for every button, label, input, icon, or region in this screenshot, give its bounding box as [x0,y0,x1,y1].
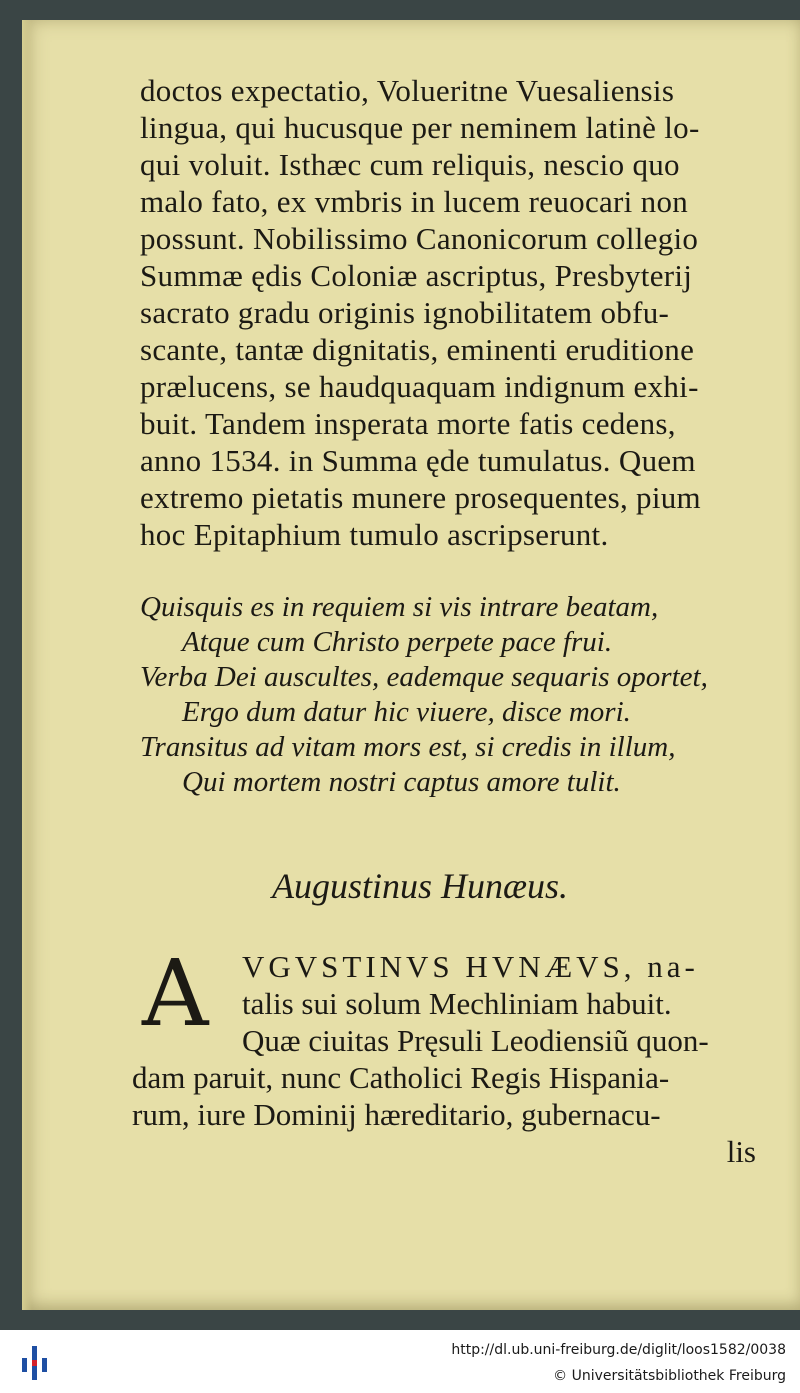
body-line: sacrato gradu originis ignobilitatem obfu- [140,295,670,330]
drop-capital: A [142,940,209,1047]
body-line: extremo pietatis munere prosequentes, pium [140,480,701,515]
epitaph-line: Transitus ad vitam mors est, si credis in illum, [140,731,676,763]
body-line: hoc Epitaphium tumulo ascripserunt. [140,517,609,552]
body-line: Summæ ędis Coloniæ ascriptus, Presbyterij [140,258,693,293]
epitaph-line: Qui mortem nostri captus amore tulit. [182,766,621,798]
book-page [22,20,800,1310]
permalink-url[interactable]: http://dl.ub.uni-freiburg.de/diglit/loos1582/0038 [451,1342,786,1358]
epitaph-poem [140,590,760,800]
ub-freiburg-logo-icon[interactable] [20,1342,50,1382]
body-line: anno 1534. in Summa ęde tumulatus. Quem [140,443,696,478]
viewer-footer [0,1330,800,1393]
epitaph-line: Ergo dum datur hic viuere, disce mori. [182,696,631,728]
epitaph-line: Quisquis es in requiem si vis intrare beatam, [140,591,659,623]
copyright-notice: © Universitätsbibliothek Freiburg [553,1368,786,1384]
body-line: buit. Tandem insperata morte fatis cedens, [140,406,676,441]
para-line: VGVSTINVS HVNÆVS, na- [242,949,699,984]
biography-paragraph [132,948,762,1170]
body-line: lingua, qui hucusque per neminem latinè lo- [140,110,700,145]
body-line: possunt. Nobilissimo Canonicorum collegio [140,221,699,256]
body-line: malo fato, ex vmbris in lucem reuocari non [140,184,689,219]
catchword: lis [726,1134,756,1169]
section-heading: Augustinus Hunæus. [272,866,569,906]
para-line: Quæ ciuitas Pręsuli Leodiensiũ quon- [242,1023,709,1058]
epitaph-line: Atque cum Christo perpete pace frui. [182,626,613,658]
para-line: dam paruit, nunc Catholici Regis Hispania- [132,1060,670,1095]
body-line: scante, tantæ dignitatis, eminenti eruditione [140,332,695,367]
body-line: prælucens, se haudquaquam indignum exhi- [140,369,699,404]
body-line: qui voluit. Isthæc cum reliquis, nescio quo [140,147,680,182]
para-line: rum, iure Dominij hæreditario, gubernacu- [132,1097,661,1132]
body-line: doctos expectatio, Volueritne Vuesaliensis [140,73,675,108]
body-text [140,72,760,553]
epitaph-line: Verba Dei auscultes, eademque sequaris oportet, [140,661,708,693]
para-line: talis sui solum Mechliniam habuit. [242,986,672,1021]
